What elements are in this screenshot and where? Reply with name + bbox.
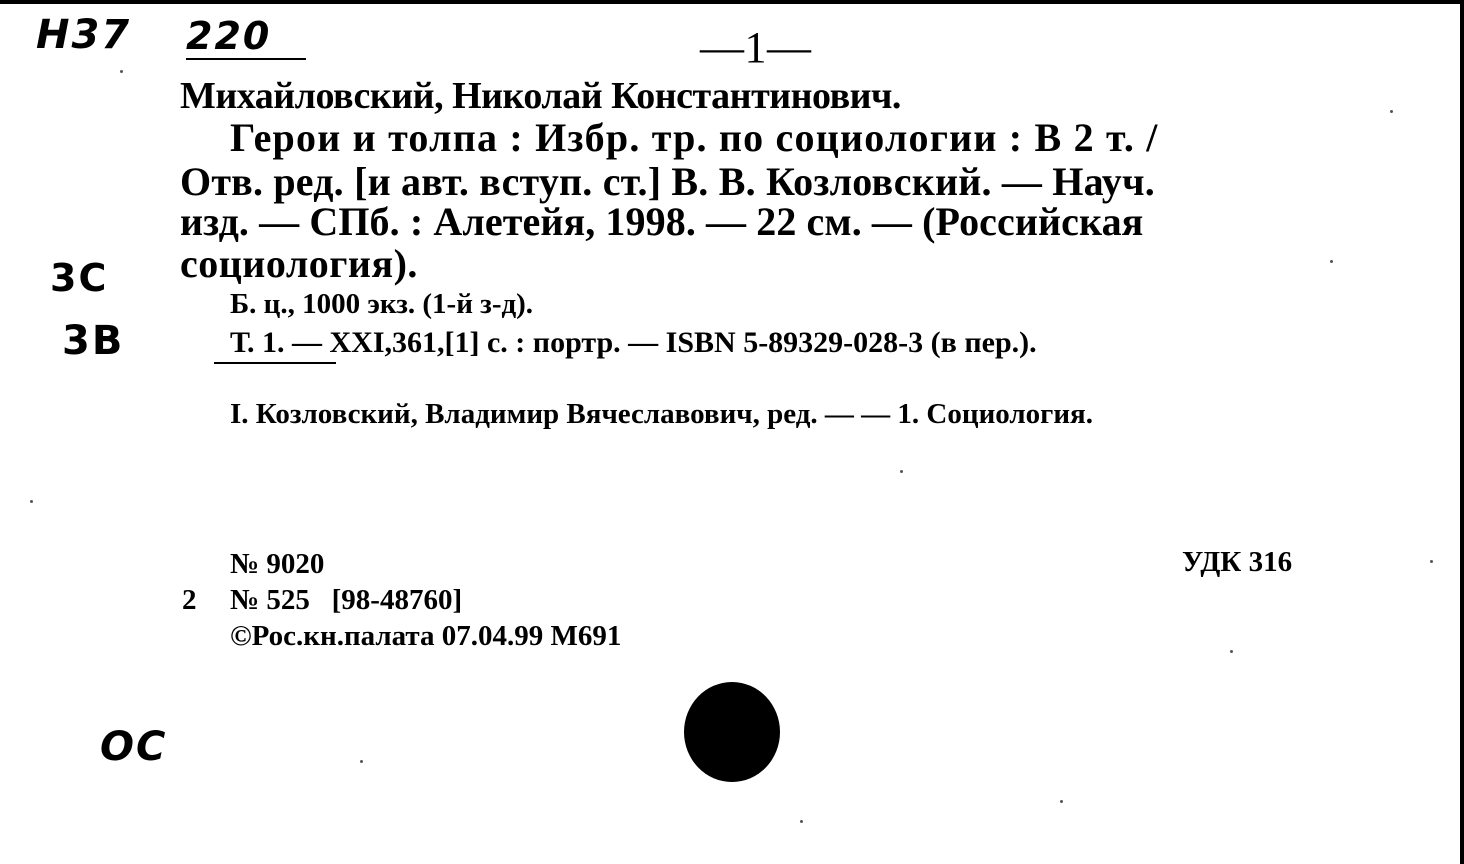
speck [1390,110,1393,113]
subjects-line: I. Козловский, Владимир Вячеславович, ред. — — 1. Социология. [230,398,1093,430]
page-marker: —1— [700,23,812,72]
speck [1430,560,1433,563]
speck [30,500,33,503]
speck [800,820,803,823]
speck [900,470,903,473]
speck [1330,260,1333,263]
udc-code: УДК 316 [1182,546,1293,578]
speck [1060,800,1063,803]
volume-underline [214,362,336,364]
speck [1230,650,1233,653]
title-line-2: Отв. ред. [и авт. вступ. ст.] В. В. Козловский. — Науч. [180,159,1155,204]
title-line-3: изд. — СПб. : Алетейя, 1998. — 22 см. — (Российская [180,199,1144,244]
registration-number: № 525 [98-48760] [230,584,463,616]
handwritten-number-underline [186,58,306,60]
speck [360,760,363,763]
handwritten-bottom-mark: ОС [100,724,168,770]
handwritten-margin-1: 3С [50,256,109,300]
speck [120,70,123,73]
publisher-stamp: ©Рос.кн.палата 07.04.99 М691 [230,620,622,652]
record-number: № 9020 [230,548,325,580]
handwritten-shelf-mark: Н37 [36,12,132,58]
title-line-4: социология). [180,241,418,286]
copies-prefix: 2 [182,584,197,616]
title-line-1: Герои и толпа : Избр. тр. по социологии : В 2 т. / [230,115,1159,160]
handwritten-margin-2: 3В [62,318,125,364]
author-heading: Михайловский, Николай Константинович. [180,75,901,117]
card-top-border [0,0,1464,4]
handwritten-number: 220 [186,14,272,58]
punch-hole [684,682,780,782]
price-line: Б. ц., 1000 экз. (1-й з-д). [230,288,534,320]
card-right-border [1460,0,1464,864]
volume-line: Т. 1. — XXI,361,[1] с. : портр. — ISBN 5-89329-028-3 (в пер.). [230,326,1037,359]
